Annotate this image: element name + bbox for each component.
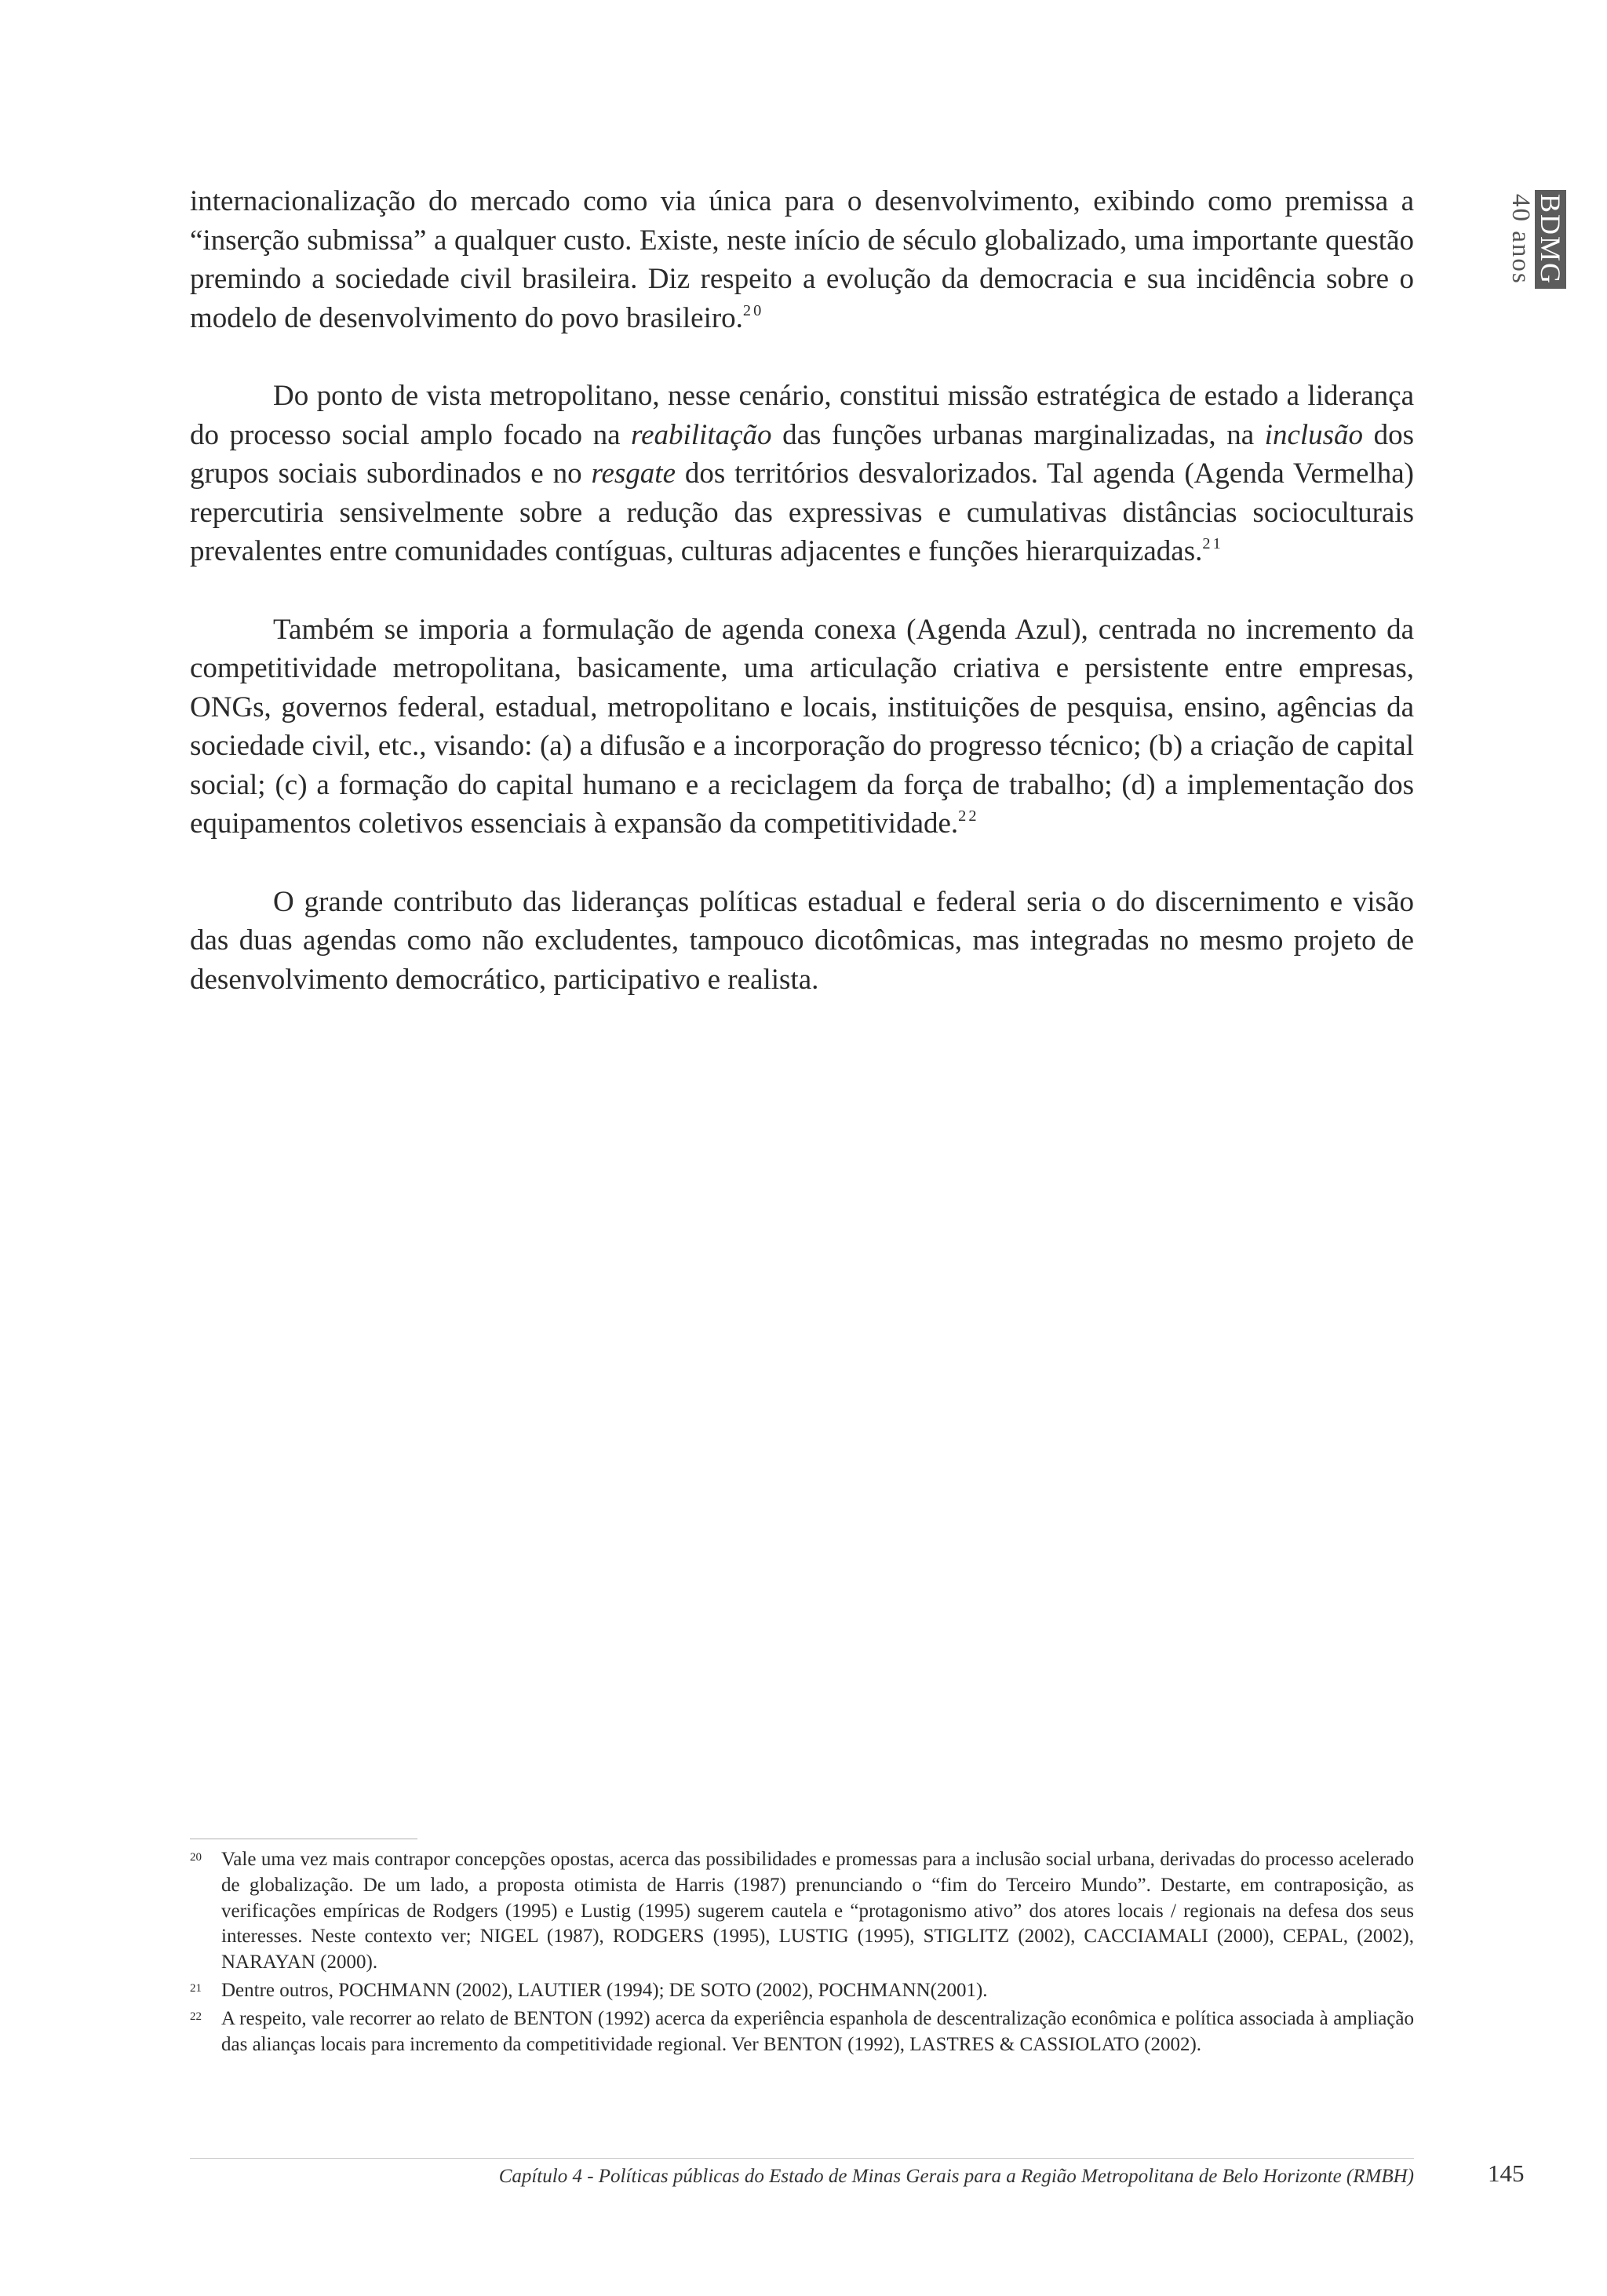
text-run: dos territórios desvalorizados. Tal agenda (Agenda Vermelha) repercutiria sensivelmente sobre a redução das expressivas e cumulativas distâncias socioculturais prevalentes entre comunidades contíguas, culturas adjacentes e funções hierarquizadas.	[190, 457, 1415, 567]
page-number: 145	[1488, 2159, 1525, 2187]
side-brand: BDMG	[1535, 190, 1566, 289]
footnote-ref: 21	[1202, 534, 1223, 552]
footnote	[190, 1847, 1414, 1976]
paragraph	[190, 377, 1414, 571]
paragraph	[190, 182, 1414, 337]
italic-term: resgate	[591, 457, 676, 490]
paragraph	[190, 610, 1414, 844]
footnote-text: Dentre outros, POCHMANN (2002), LAUTIER (1994); DE SOTO (2002), POCHMANN(2001).	[221, 1979, 988, 2001]
footnotes	[190, 1847, 1414, 2060]
italic-term: reabilitação	[631, 418, 772, 451]
body-text	[190, 182, 1414, 1038]
text-run: internacionalização do mercado como via única para o desenvolvimento, exibindo como premissa a “inserção submissa” a qualquer custo. Existe, neste início de século globalizado, uma importante questão premindo a sociedade civil brasileira. Diz respeito a evolução da democracia e sua incidência sobre o modelo de desenvolvimento do povo brasileiro.	[190, 185, 1414, 334]
footnote-number: 22	[190, 2010, 202, 2023]
italic-term: inclusão	[1264, 418, 1364, 451]
footnote-number: 21	[190, 1981, 202, 1995]
text-run: Do ponto de vista metropolitano, nesse cenário, constitui missão estratégica de estado a liderança do processo social amplo focado na	[190, 380, 1414, 451]
text-run: das funções urbanas marginalizadas, na	[771, 418, 1265, 451]
footnote-text: A respeito, vale recorrer ao relato de BENTON (1992) acerca da experiência espanhola de descentralização econômica e política associada à ampliação das alianças locais para incremento da competitividade regional. Ver BENTON (1992), LASTRES & CASSIOLATO (2002).	[221, 2007, 1414, 2055]
paragraph	[190, 883, 1414, 1000]
footnote-number: 20	[190, 1851, 202, 1864]
text-run: Também se imporia a formulação de agenda conexa (Agenda Azul), centrada no incremento da competitividade metropolitana, basicamente, uma articulação criativa e persistente entre empresas, ONGs, governos federal, estadual, metropolitano e locais, instituições de pesquisa, ensino, agências da sociedade civil, etc., visando: (a) a difusão e a incorporação do progresso técnico; (b) a criação de capital social; (c) a formação do capital humano e a reciclagem da força de trabalho; (d) a implementação dos equipamentos coletivos essenciais à expansão da competitividade.	[190, 613, 1414, 840]
side-mark	[1503, 190, 1566, 292]
footnote	[190, 2006, 1414, 2058]
footer-chapter-title: Capítulo 4 - Políticas públicas do Estado de Minas Gerais para a Região Metropolitana de Belo Horizonte (RMBH)	[498, 2166, 1414, 2187]
footnote	[190, 1978, 1414, 2004]
footnote-text: Vale uma vez mais contrapor concepções opostas, acerca das possibilidades e promessas para a inclusão social urbana, derivadas do processo acelerado de globalização. De um lado, a proposta otimista de Harris (1987) prenunciando o “fim do Terceiro Mundo”. Destarte, em contraposição, as verificações empíricas de Rodgers (1995) e Lustig (1995) sugerem cautela e “protagonismo ativo” dos atores locais / regionais na defesa dos seus interesses. Neste contexto ver; NIGEL (1987), RODGERS (1995), LUSTIG (1995), STIGLITZ (2002), CACCIAMALI (2000), CEPAL, (2002), NARAYAN (2000).	[221, 1849, 1414, 1973]
text-run: O grande contributo das lideranças políticas estadual e federal seria o do discernimento e visão das duas agendas como não excludentes, tampouco dicotômicas, mas integradas no mesmo projeto de desenvolvimento democrático, participativo e realista.	[190, 885, 1414, 996]
text-run: dos grupos sociais subordinados e no	[190, 418, 1414, 490]
footnote-ref: 20	[742, 301, 764, 319]
footnote-ref: 22	[958, 807, 979, 825]
side-subtitle: 40 anos	[1507, 194, 1535, 285]
footer-divider	[190, 2158, 1414, 2159]
